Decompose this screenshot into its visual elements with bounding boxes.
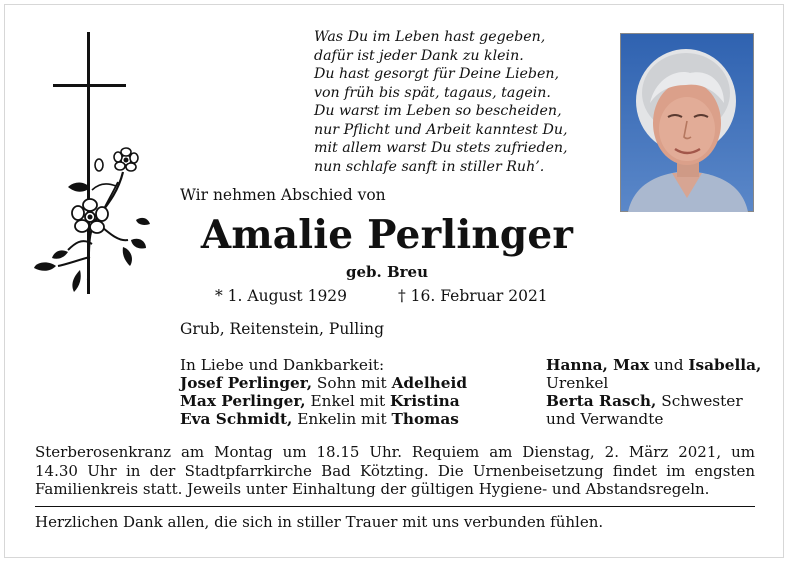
- funeral-line: Sterberosenkranz am Montag um 18.15 Uhr. Requiem am Dienstag, 2. März 2021, um: [35, 443, 755, 461]
- mourner-row: Max Perlinger, Enkel mit Kristina: [180, 392, 460, 410]
- poem-line: Du warst im Leben so bescheiden,: [314, 103, 562, 119]
- poem-line: nun schlafe sanft in stiller Ruh’.: [314, 158, 545, 175]
- places: Grub, Reitenstein, Pulling: [180, 320, 385, 338]
- funeral-details: [35, 443, 755, 499]
- birth-name: geb. Breu: [346, 263, 428, 281]
- mourner-row: Berta Rasch, Schwester: [546, 392, 743, 410]
- poem-line: von früh bis spät, tagaus, tagein.: [314, 84, 551, 101]
- poem-line: mit allem warst Du stets zufrieden,: [314, 140, 568, 156]
- poem: [314, 28, 614, 176]
- poem-line: Du hast gesorgt für Deine Lieben,: [314, 66, 559, 82]
- mourners-left: [180, 356, 467, 428]
- poem-line: Was Du im Leben hast gegeben,: [314, 29, 546, 45]
- poem-line: nur Pflicht und Arbeit kanntest Du,: [314, 121, 568, 138]
- mourners-heading: In Liebe und Dankbarkeit:: [180, 356, 385, 374]
- intro-text: Wir nehmen Abschied von: [180, 186, 386, 204]
- thanks-text: Herzlichen Dank allen, die sich in stiller Trauer mit uns verbunden fühlen.: [35, 513, 604, 531]
- mourner-row: und Verwandte: [546, 410, 664, 428]
- cross-flower-icon: [28, 32, 158, 302]
- divider: [35, 506, 755, 507]
- funeral-line: Familienkreis statt. Jeweils unter Einhaltung der gültigen Hygiene- und Abstandsregeln.: [35, 480, 710, 498]
- mourners-right: [546, 356, 761, 428]
- poem-line: dafür ist jeder Dank zu klein.: [314, 47, 524, 64]
- mourner-row: Eva Schmidt, Enkelin mit Thomas: [180, 410, 459, 428]
- funeral-line: 14.30 Uhr in der Stadtpfarrkirche Bad Kötzting. Die Urnenbeisetzung findet im engsten: [35, 461, 755, 480]
- portrait-photo: [620, 33, 754, 212]
- deceased-name: Amalie Perlinger: [200, 212, 574, 258]
- mourner-row: Hanna, Max und Isabella,: [546, 356, 762, 374]
- death-date: † 16. Februar 2021: [398, 287, 548, 305]
- birth-date: * 1. August 1929: [215, 287, 348, 305]
- mourner-row: Urenkel: [546, 374, 609, 392]
- mourner-row: Josef Perlinger, Sohn mit Adelheid: [180, 374, 468, 392]
